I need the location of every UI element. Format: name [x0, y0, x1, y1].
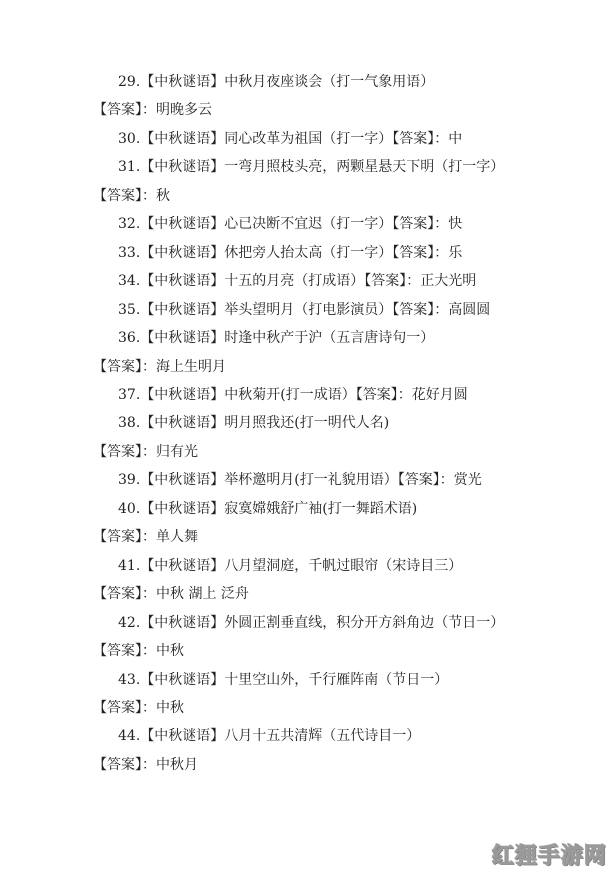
- answer-29: 【答案】：明晚多云: [93, 102, 212, 118]
- answer-36: 【答案】：海上生明月: [93, 359, 226, 375]
- riddle-36: 36.【中秋谜语】时逢中秋产于沪（五言唐诗句一）: [118, 330, 435, 346]
- answer-40: 【答案】：单人舞: [93, 529, 198, 545]
- riddle-33: 33.【中秋谜语】休把旁人抬太高（打一字）【答案】：乐: [118, 245, 463, 261]
- riddle-37: 37.【中秋谜语】中秋菊开(打一成语）【答案】：花好月圆: [118, 387, 468, 403]
- answer-43: 【答案】：中秋: [93, 700, 184, 716]
- riddle-38: 38.【中秋谜语】明月照我还(打一明代人名): [118, 415, 390, 431]
- riddle-39: 39.【中秋谜语】举杯邀明月(打一礼貌用语）【答案】：赏光: [118, 472, 482, 488]
- answer-44: 【答案】：中秋月: [93, 757, 198, 773]
- riddle-32: 32.【中秋谜语】心已决断不宜迟（打一字）【答案】：快: [118, 216, 463, 232]
- answer-31: 【答案】：秋: [93, 188, 170, 204]
- riddle-44: 44.【中秋谜语】八月十五共清辉（五代诗目一）: [118, 728, 421, 744]
- riddle-31: 31.【中秋谜语】一弯月照枝头亮，两颗星悬天下明（打一字）: [118, 159, 505, 175]
- riddle-29: 29.【中秋谜语】中秋月夜座谈会（打一气象用语）: [118, 74, 435, 90]
- riddle-34: 34.【中秋谜语】十五的月亮（打成语）【答案】：正大光明: [118, 273, 477, 289]
- riddle-40: 40.【中秋谜语】寂寞嫦娥舒广袖(打一舞蹈术语): [118, 501, 418, 517]
- riddle-41: 41.【中秋谜语】八月望洞庭，千帆过眼帘（宋诗目三）: [118, 558, 463, 574]
- answer-41: 【答案】：中秋 湖上 泛舟: [93, 586, 249, 602]
- answer-38: 【答案】：归有光: [93, 444, 198, 460]
- answer-42: 【答案】：中秋: [93, 643, 184, 659]
- riddle-35: 35.【中秋谜语】举头望明月（打电影演员）【答案】：高圆圆: [118, 302, 491, 318]
- watermark-logo: 红狸手游网: [491, 844, 607, 869]
- riddle-43: 43.【中秋谜语】十里空山外，千行雁阵南（节日一）: [118, 672, 449, 688]
- riddle-42: 42.【中秋谜语】外圆正割垂直线，积分开方斜角边（节日一）: [118, 615, 505, 631]
- riddle-30: 30.【中秋谜语】同心改革为祖国（打一字）【答案】：中: [118, 131, 463, 147]
